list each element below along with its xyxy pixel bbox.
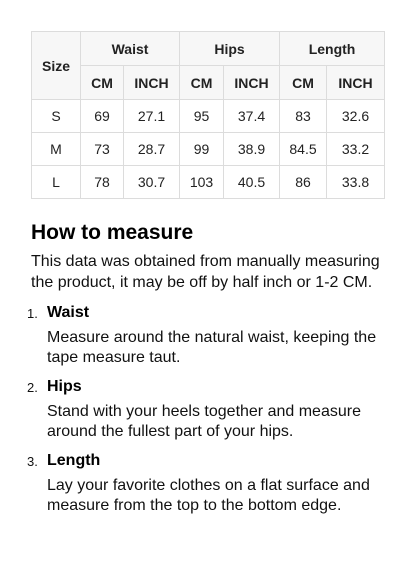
table-cell: 95	[180, 100, 224, 133]
how-to-measure-heading: How to measure	[31, 221, 194, 244]
size-cell: L	[32, 166, 81, 199]
unit-header: INCH	[124, 66, 180, 100]
table-cell: 30.7	[124, 166, 180, 199]
measure-intro-text: This data was obtained from manually measuring the product, it may be off by half inch or 1-2 CM.	[31, 253, 380, 291]
size-column-header: Size	[32, 32, 81, 100]
table-cell: 73	[81, 133, 124, 166]
table-cell: 28.7	[124, 133, 180, 166]
unit-header: INCH	[224, 66, 280, 100]
table-cell: 83	[280, 100, 327, 133]
table-row	[32, 133, 385, 166]
table-cell: 33.2	[327, 133, 385, 166]
table-cell: 33.8	[327, 166, 385, 199]
table-row	[32, 100, 385, 133]
step-title: Waist	[47, 304, 90, 321]
unit-header: CM	[180, 66, 224, 100]
step-number: 3.	[27, 454, 38, 469]
unit-header: CM	[81, 66, 124, 100]
step-title: Length	[47, 452, 101, 469]
waist-group-header: Waist	[81, 32, 180, 66]
step-number: 2.	[27, 380, 38, 395]
step-title: Hips	[47, 378, 82, 395]
table-header-row	[32, 32, 385, 66]
table-cell: 103	[180, 166, 224, 199]
measure-steps-list	[27, 303, 391, 525]
unit-header: INCH	[327, 66, 385, 100]
table-unit-row	[32, 66, 385, 100]
hips-group-header: Hips	[180, 32, 280, 66]
table-cell: 27.1	[124, 100, 180, 133]
table-cell: 38.9	[224, 133, 280, 166]
step-description: Lay your favorite clothes on a flat surface and measure from the top to the bottom edge.	[47, 477, 370, 514]
table-row	[32, 166, 385, 199]
table-cell: 78	[81, 166, 124, 199]
unit-header: CM	[280, 66, 327, 100]
table-cell: 99	[180, 133, 224, 166]
table-cell: 32.6	[327, 100, 385, 133]
size-chart-table	[31, 31, 385, 199]
table-cell: 84.5	[280, 133, 327, 166]
measure-step-length	[27, 451, 391, 516]
step-description: Measure around the natural waist, keeping the tape measure taut.	[47, 329, 377, 366]
table-cell: 37.4	[224, 100, 280, 133]
measure-step-hips	[27, 377, 391, 442]
step-description: Stand with your heels together and measure around the fullest part of your hips.	[47, 403, 361, 440]
measure-step-waist	[27, 303, 391, 368]
table-cell: 69	[81, 100, 124, 133]
table-cell: 86	[280, 166, 327, 199]
size-cell: S	[32, 100, 81, 133]
size-cell: M	[32, 133, 81, 166]
length-group-header: Length	[280, 32, 385, 66]
step-number: 1.	[27, 306, 38, 321]
table-cell: 40.5	[224, 166, 280, 199]
